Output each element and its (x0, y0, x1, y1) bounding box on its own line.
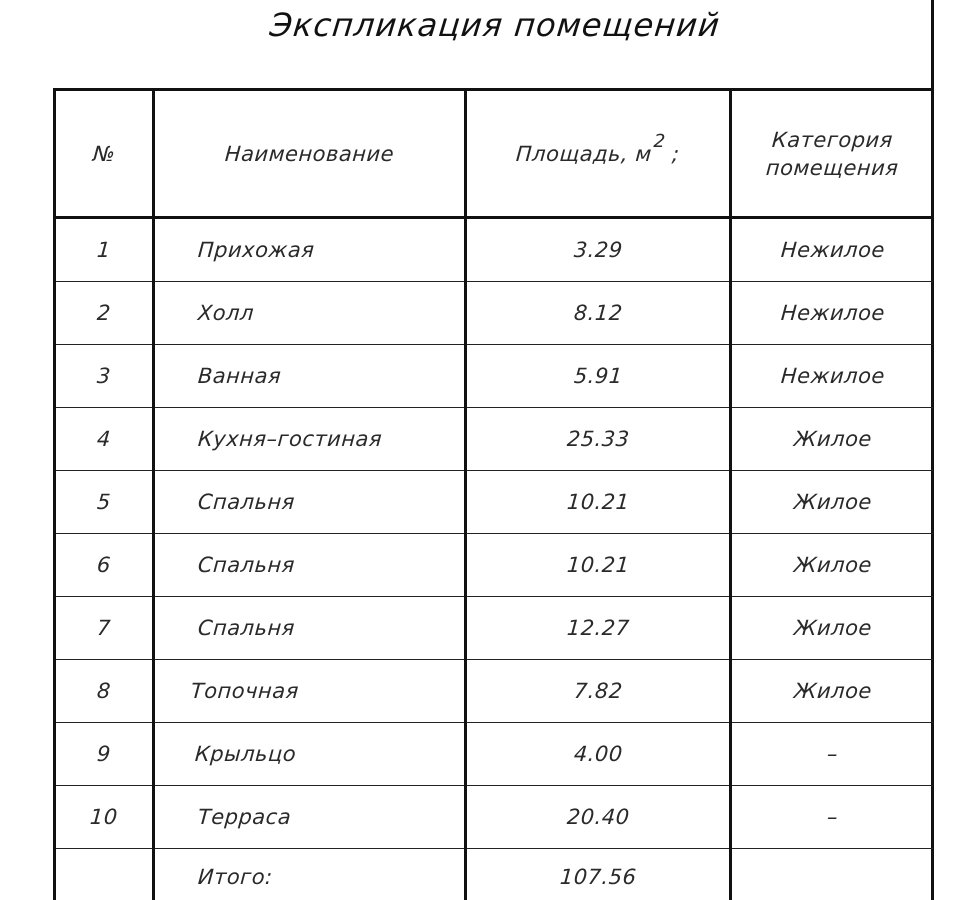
header-area-label: Площадь, м (515, 141, 653, 166)
row-area: 7.82 (466, 660, 731, 723)
row-num: 8 (55, 660, 154, 723)
row-area: 3.29 (466, 218, 731, 282)
total-label: Итого: (154, 849, 466, 900)
row-area: 4.00 (466, 723, 731, 786)
row-num: 9 (55, 723, 154, 786)
header-category-line1: Категория (771, 127, 894, 152)
total-category (731, 849, 934, 900)
row-area: 8.12 (466, 282, 731, 345)
table-header-row (55, 90, 934, 218)
table-row (55, 723, 934, 786)
table-row (55, 408, 934, 471)
table-row (55, 597, 934, 660)
row-area: 25.33 (466, 408, 731, 471)
row-num: 2 (55, 282, 154, 345)
row-category: Жилое (731, 534, 934, 597)
row-area: 10.21 (466, 534, 731, 597)
row-name: Спальня (154, 471, 466, 534)
row-num: 6 (55, 534, 154, 597)
row-area: 20.40 (466, 786, 731, 849)
row-num: 7 (55, 597, 154, 660)
total-num (55, 849, 154, 900)
row-num: 3 (55, 345, 154, 408)
table-row (55, 282, 934, 345)
header-num: № (55, 90, 154, 218)
header-category (731, 90, 934, 218)
row-category: Нежилое (731, 282, 934, 345)
row-name: Прихожая (154, 218, 466, 282)
row-name: Ванная (154, 345, 466, 408)
row-area: 10.21 (466, 471, 731, 534)
table-row (55, 218, 934, 282)
row-num: 4 (55, 408, 154, 471)
total-area: 107.56 (466, 849, 731, 900)
row-num: 10 (55, 786, 154, 849)
header-area (466, 90, 731, 218)
row-name: Терраса (154, 786, 466, 849)
row-name: Холл (154, 282, 466, 345)
row-category: – (731, 723, 934, 786)
page-title: Экспликация помещений (267, 6, 723, 44)
header-area-sup: 2 (653, 130, 667, 152)
table-row (55, 660, 934, 723)
rooms-table (53, 88, 933, 900)
row-name: Кухня–гостиная (154, 408, 466, 471)
row-category: Жилое (731, 660, 934, 723)
row-name: Спальня (154, 534, 466, 597)
row-area: 12.27 (466, 597, 731, 660)
table-row (55, 471, 934, 534)
row-name: Топочная (154, 660, 466, 723)
row-category: Жилое (731, 471, 934, 534)
row-name: Крыльцо (154, 723, 466, 786)
row-num: 1 (55, 218, 154, 282)
row-area: 5.91 (466, 345, 731, 408)
table-row (55, 345, 934, 408)
row-category: – (731, 786, 934, 849)
row-num: 5 (55, 471, 154, 534)
table-row (55, 786, 934, 849)
row-category: Нежилое (731, 218, 934, 282)
table-row (55, 534, 934, 597)
row-category: Жилое (731, 597, 934, 660)
row-category: Жилое (731, 408, 934, 471)
row-name: Спальня (154, 597, 466, 660)
header-name: Наименование (154, 90, 466, 218)
header-category-line2: помещения (765, 155, 900, 180)
row-category: Нежилое (731, 345, 934, 408)
header-area-suffix: ; (664, 141, 681, 166)
table-total-row (55, 849, 934, 900)
